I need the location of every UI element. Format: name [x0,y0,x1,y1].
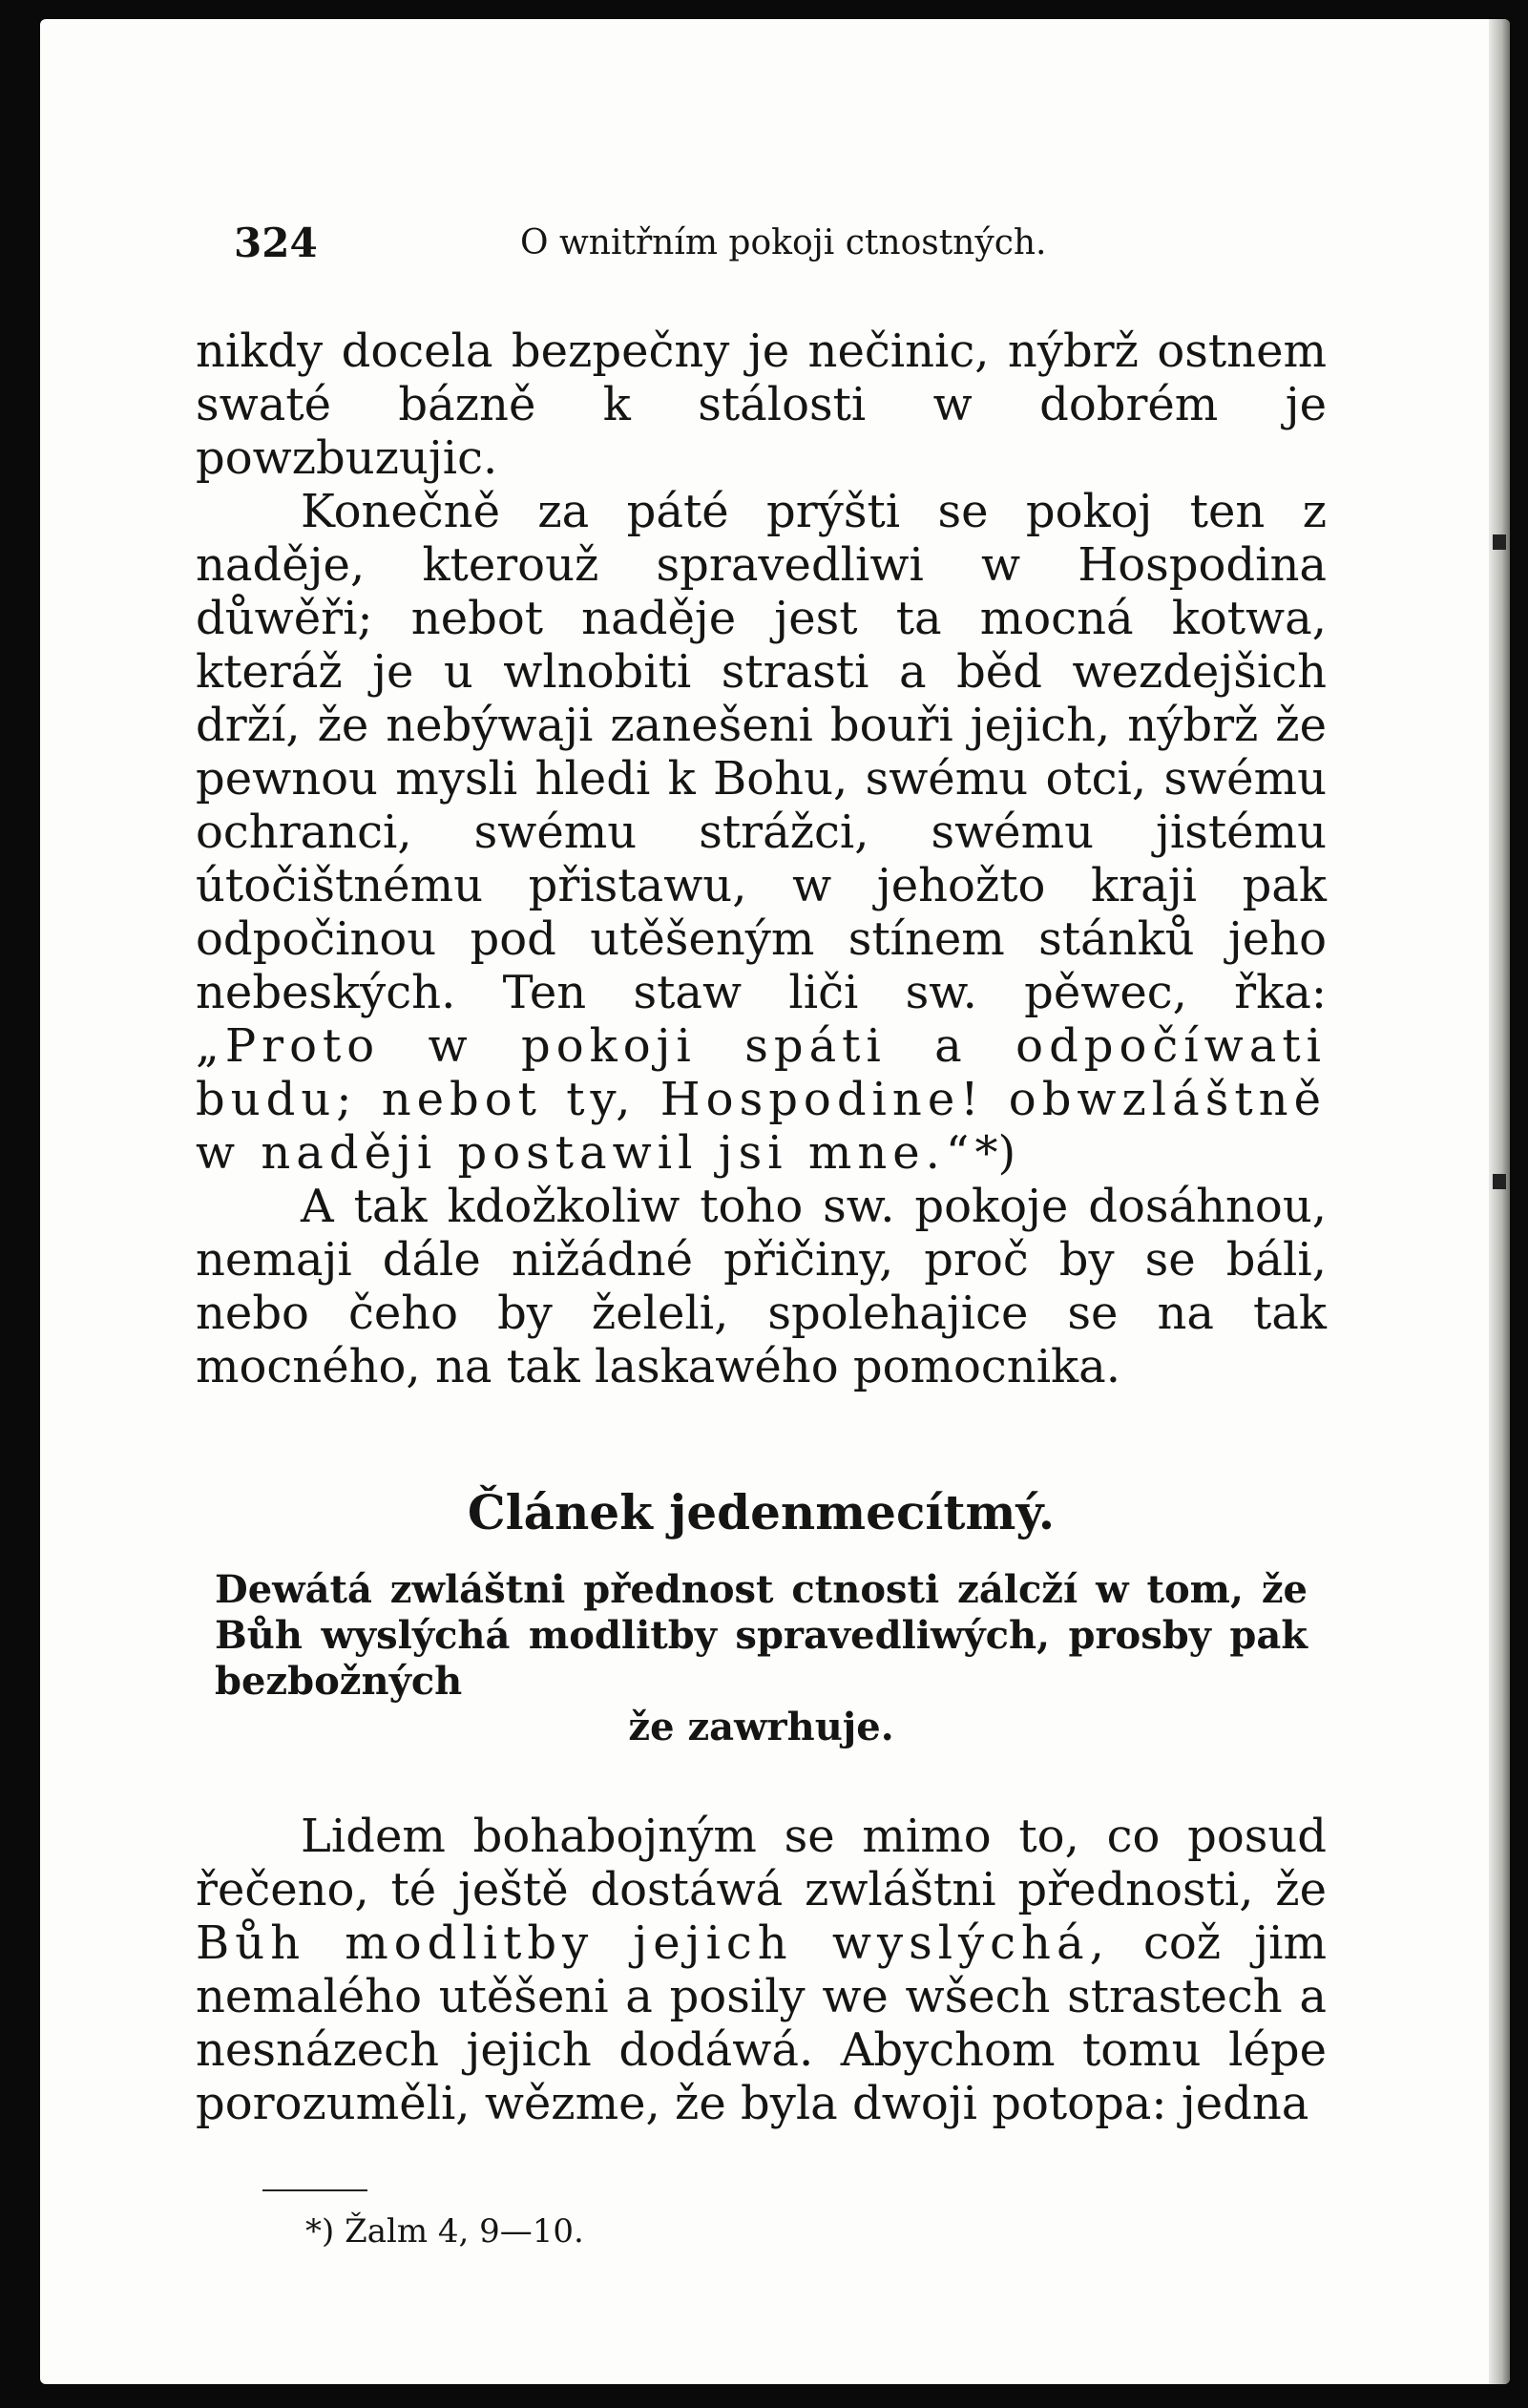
edge-mark [1493,534,1506,550]
footnote-reference: *) [974,1126,1016,1180]
edge-mark [1493,1174,1506,1189]
section-summary [215,1567,1308,1750]
section-summary-end: že zawrhuje. [628,1705,894,1749]
page-header [196,200,1327,267]
paragraph-prayers-text-b: což jim nemalého utěšeni a posily we wšech strastech a nesnázech jejich dodáwá. Abychom tomu lépe porozuměli, wězme, že byla dwoji potopa: jedna [196,1916,1327,2130]
page-edge [1489,19,1510,2384]
section-title: Článek jedenmecítmý. [467,1484,1056,1540]
psalm-quote: „Proto w pokoji spáti a odpočíwati budu; nebot ty, Hospodine! obwzláštně w naději postawil jsi mne.“ [196,1019,1327,1180]
page-number: 324 [234,220,318,266]
page-content [196,200,1327,2251]
footnote-divider [262,2189,367,2191]
paragraph-prayers [196,1810,1327,2130]
paragraph-conclusion: A tak kdožkoliw toho sw. pokoje dosáhnou, nemaji dále nižádné přičiny, proč by se báli, nebo čeho by želeli, spolehajice se na tak mocného, na tak laskawého pomocnika. [196,1180,1327,1393]
paragraph-continued: nikdy docela bezpečny je nečinic, nýbrž ostnem swaté bázně k stálosti w dobrém je powzbuzujic. [196,325,1327,485]
running-title: O wnitřním pokoji ctnostných. [520,223,1047,262]
paragraph-prayers-text-a: Lidem bohabojným se mimo to, co posud řečeno, té ještě dostáwá zwláštni přednosti, že [196,1810,1327,1916]
spaced-phrase: Bůh modlitby jejich wyslýchá, [196,1916,1110,1970]
footnote: *) Žalm 4, 9—10. [305,2212,584,2251]
paragraph-hope [196,485,1327,1180]
paragraph-hope-text: Konečně za páté prýšti se pokoj ten z naděje, kterouž spravedliwi w Hospodina důwěři; nebot naděje jest ta mocná kotwa, kteráž je u wlnobiti strasti a běd wezdejšich drží, že nebýwaji zanešeni bouři jejich, nýbrž že pewnou mysli hledi k Bohu, swému otci, swému ochranci, swému strážci, swému jistému útočištnému přistawu, w jehožto kraji pak odpočinou pod utěšeným stínem stánků jeho nebeských. Ten staw liči sw. pěwec, řka: [196,485,1327,1019]
section-summary-main: Dewátá zwláštni přednost ctnosti zálcží w tom, že Bůh wyslýchá modlitby spravedliwých, prosby pak bezbožných [215,1567,1308,1704]
